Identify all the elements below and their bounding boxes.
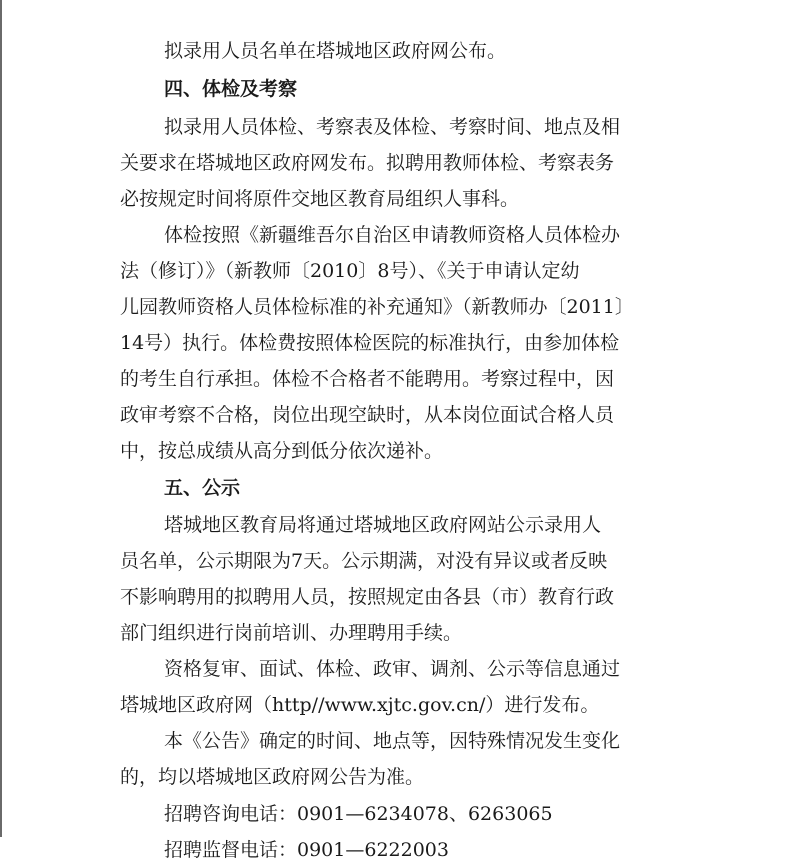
text-line: 14号）执行。体检费按照体检医院的标准执行，由参加体检 <box>120 332 620 354</box>
text-line: 塔城地区教育局将通过塔城地区政府网站公示录用人 <box>164 514 602 536</box>
text-line: 本《公告》确定的时间、地点等，因特殊情况发生变化 <box>164 730 621 752</box>
text-line: 儿园教师资格人员体检标准的补充通知》（新教师办〔2011〕 <box>120 296 634 318</box>
text-line: 体检按照《新疆维吾尔自治区申请教师资格人员体检办 <box>164 224 621 246</box>
text-line: 关要求在塔城地区政府网发布。拟聘用教师体检、考察表务 <box>120 152 615 174</box>
text-line: 塔城地区政府网（http//www.xjtc.gov.cn/）进行发布。 <box>120 694 600 716</box>
text-line: 中，按总成绩从高分到低分依次递补。 <box>120 440 444 462</box>
text-line: 的考生自行承担。体检不合格者不能聘用。考察过程中，因 <box>120 368 615 390</box>
section-heading-4: 四、体检及考察 <box>164 78 298 100</box>
text-line: 资格复审、面试、体检、政审、调剂、公示等信息通过 <box>164 658 621 680</box>
text-line: 不影响聘用的拟聘用人员，按照规定由各县（市）教育行政 <box>120 586 615 608</box>
text-line: 必按规定时间将原件交地区教育局组织人事科。 <box>120 188 520 210</box>
text-line: 部门组织进行岗前培训、办理聘用手续。 <box>120 622 463 644</box>
contact-phone: 招聘咨询电话：0901—6234078、6263065 <box>164 803 553 825</box>
page-left-border <box>0 0 2 837</box>
text-line: 拟录用人员体检、考察表及体检、考察时间、地点及相 <box>164 116 621 138</box>
text-line: 拟录用人员名单在塔城地区政府网公布。 <box>164 40 507 62</box>
text-line: 员名单，公示期限为7天。公示期满，对没有异议或者反映 <box>120 550 608 572</box>
section-heading-5: 五、公示 <box>164 477 241 499</box>
text-line: 政审考察不合格，岗位出现空缺时，从本岗位面试合格人员 <box>120 404 615 426</box>
supervision-phone: 招聘监督电话：0901—6222003 <box>164 839 449 861</box>
text-line: 法（修订）》（新教师〔2010〕8号）、《关于申请认定幼 <box>120 260 580 282</box>
text-line: 的，均以塔城地区政府网公告为准。 <box>120 766 425 788</box>
